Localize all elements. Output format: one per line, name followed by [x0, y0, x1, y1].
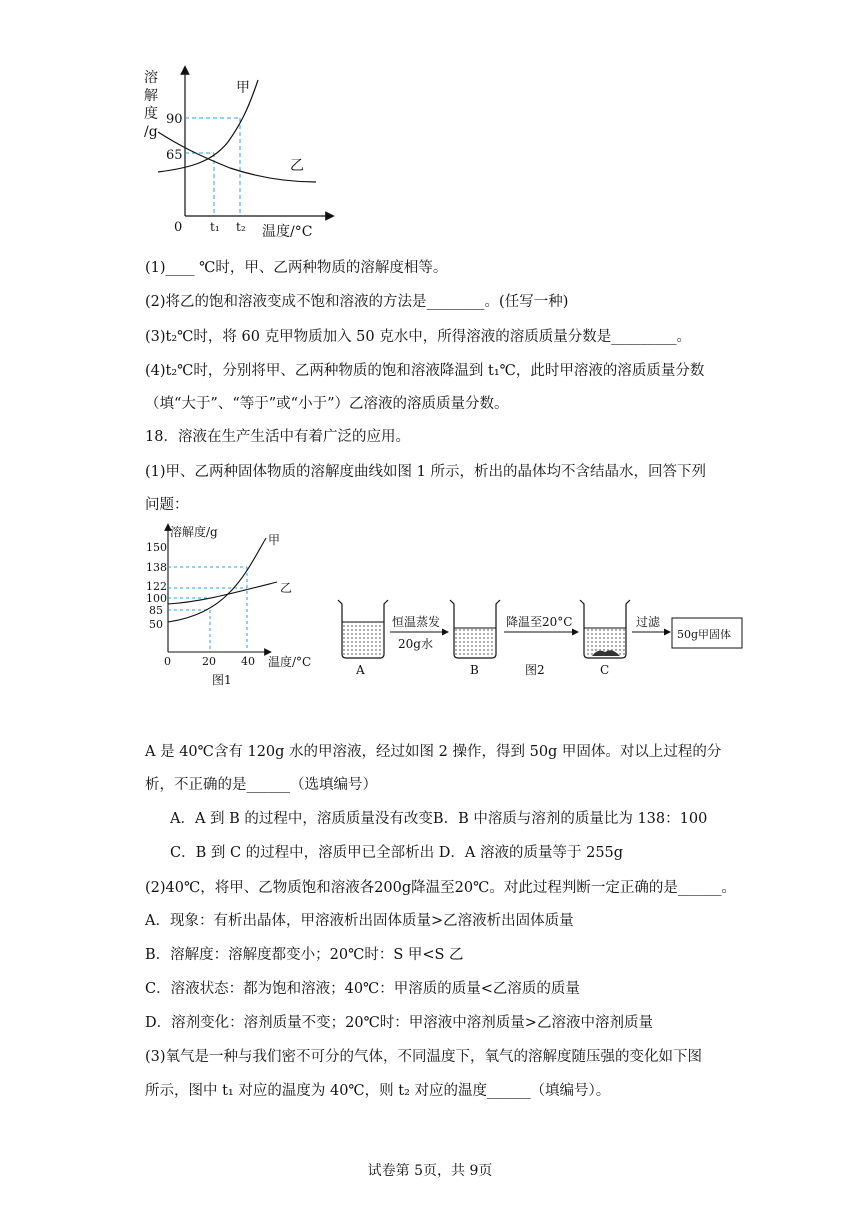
q18-part3-b: 所示，图中 t₁ 对应的温度为 40℃，则 t₂ 对应的温度______（填编号）。 [145, 1083, 611, 1099]
y-axis-label-3: 度 [144, 106, 158, 122]
label-yi: 乙 [290, 158, 304, 174]
q17-part1: (1)____ ℃时，甲、乙两种物质的溶解度相等。 [145, 260, 448, 276]
q18-options-cd: C．B 到 C 的过程中，溶质甲已全部析出 D．A 溶液的质量等于 255g [170, 845, 624, 861]
q18-part2-option-a: A．现象：有析出晶体，甲溶液析出固体质量>乙溶液析出固体质量 [145, 913, 574, 929]
beaker-a [338, 600, 388, 658]
q18-part2-option-c: C．溶液状态：都为饱和溶液；40℃：甲溶质的质量<乙溶质的质量 [145, 981, 580, 997]
step3-label: 过滤 [636, 615, 661, 629]
q18-part2-option-b: B．溶解度：溶解度都变小；20℃时：S 甲<S 乙 [145, 947, 464, 963]
y-axis-label-2: 解 [144, 88, 158, 104]
q17-part4-cont: （填“大于”、“等于”或“小于”）乙溶液的溶质质量分数。 [145, 396, 509, 412]
label-yi: 乙 [280, 581, 293, 595]
y-tick-150: 150 [146, 541, 167, 554]
figure-caption-1: 图1 [212, 673, 232, 687]
y-tick-138: 138 [146, 561, 167, 574]
x-tick-0: 0 [164, 655, 171, 668]
y-tick-100: 100 [146, 592, 167, 605]
label-b: B [470, 663, 479, 677]
y-tick-90: 90 [166, 112, 183, 127]
step2-label: 降温至20°C [506, 615, 573, 629]
q17-part2: (2)将乙的饱和溶液变成不饱和溶液的方法是________。(任写一种) [145, 294, 569, 310]
y-tick-122: 122 [146, 580, 167, 593]
x-axis-label: 温度/°C [262, 224, 313, 240]
y-tick-85: 85 [149, 604, 163, 617]
label-jia: 甲 [236, 80, 250, 96]
x-tick-40: 40 [241, 655, 255, 668]
process-diagram [330, 592, 750, 692]
q18-stem-a: A 是 40℃含有 120g 水的甲溶液，经过如图 2 操作，得到 50g 甲固体。对以上过程的分 [145, 744, 722, 760]
q18-options-ab: A．A 到 B 的过程中，溶质质量没有改变B．B 中溶质与溶剂的质量比为 138：100 [170, 811, 708, 827]
q18-part1-b: 问题： [145, 497, 189, 513]
label-a: A [356, 663, 365, 677]
q18-part3-a: (3)氧气是一种与我们密不可分的气体，不同温度下，氧气的溶解度随压强的变化如下图 [145, 1049, 703, 1065]
step1-label-bottom: 20g水 [398, 637, 433, 651]
page-footer: 试卷第 5页，共 9页 [367, 1163, 493, 1179]
q17-part3: (3)t₂℃时，将 60 克甲物质加入 50 克水中，所得溶液的溶质质量分数是_________。 [145, 329, 691, 345]
y-tick-50: 50 [149, 618, 163, 631]
beaker-c [580, 600, 630, 658]
y-axis-label-1: 溶 [144, 70, 158, 86]
step1-label-top: 恒温蒸发 [392, 615, 441, 629]
beaker-b [450, 600, 500, 658]
q18-part2-option-d: D．溶剂变化：溶剂质量不变；20℃时：甲溶液中溶剂质量>乙溶液中溶剂质量 [145, 1015, 653, 1031]
solubility-chart-1 [140, 60, 350, 245]
q18-title: 18．溶液在生产生活中有着广泛的应用。 [145, 429, 410, 445]
result-label: 50g甲固体 [677, 628, 732, 641]
q17-part4: (4)t₂℃时，分别将甲、乙两种物质的饱和溶液降温到 t₁℃，此时甲溶液的溶质质量分数 [145, 363, 705, 379]
label-jia: 甲 [268, 533, 281, 547]
q18-part2: (2)40℃，将甲、乙物质饱和溶液各200g降温至20℃。对此过程判断一定正确的是______。 [145, 880, 736, 896]
y-axis-label-4: /g [144, 124, 158, 140]
origin-label: 0 [174, 220, 183, 235]
x-tick-20: 20 [202, 655, 216, 668]
solubility-chart-2 [140, 522, 320, 692]
label-c: C [600, 663, 610, 677]
curve-jia [168, 538, 266, 622]
x-axis-label: 温度/°C [268, 655, 312, 669]
curve-yi [168, 582, 277, 604]
x-tick-t1: t₁ [210, 220, 220, 234]
q18-stem-b: 析，不正确的是______（选填编号） [145, 777, 377, 793]
y-axis-label: 溶解度/g [170, 525, 218, 539]
y-tick-65: 65 [166, 148, 183, 163]
x-tick-t2: t₂ [236, 220, 246, 234]
figure-caption-2: 图2 [525, 663, 545, 677]
q18-part1-a: (1)甲、乙两种固体物质的溶解度曲线如图 1 所示，析出的晶体均不含结晶水，回答下列 [145, 464, 706, 480]
